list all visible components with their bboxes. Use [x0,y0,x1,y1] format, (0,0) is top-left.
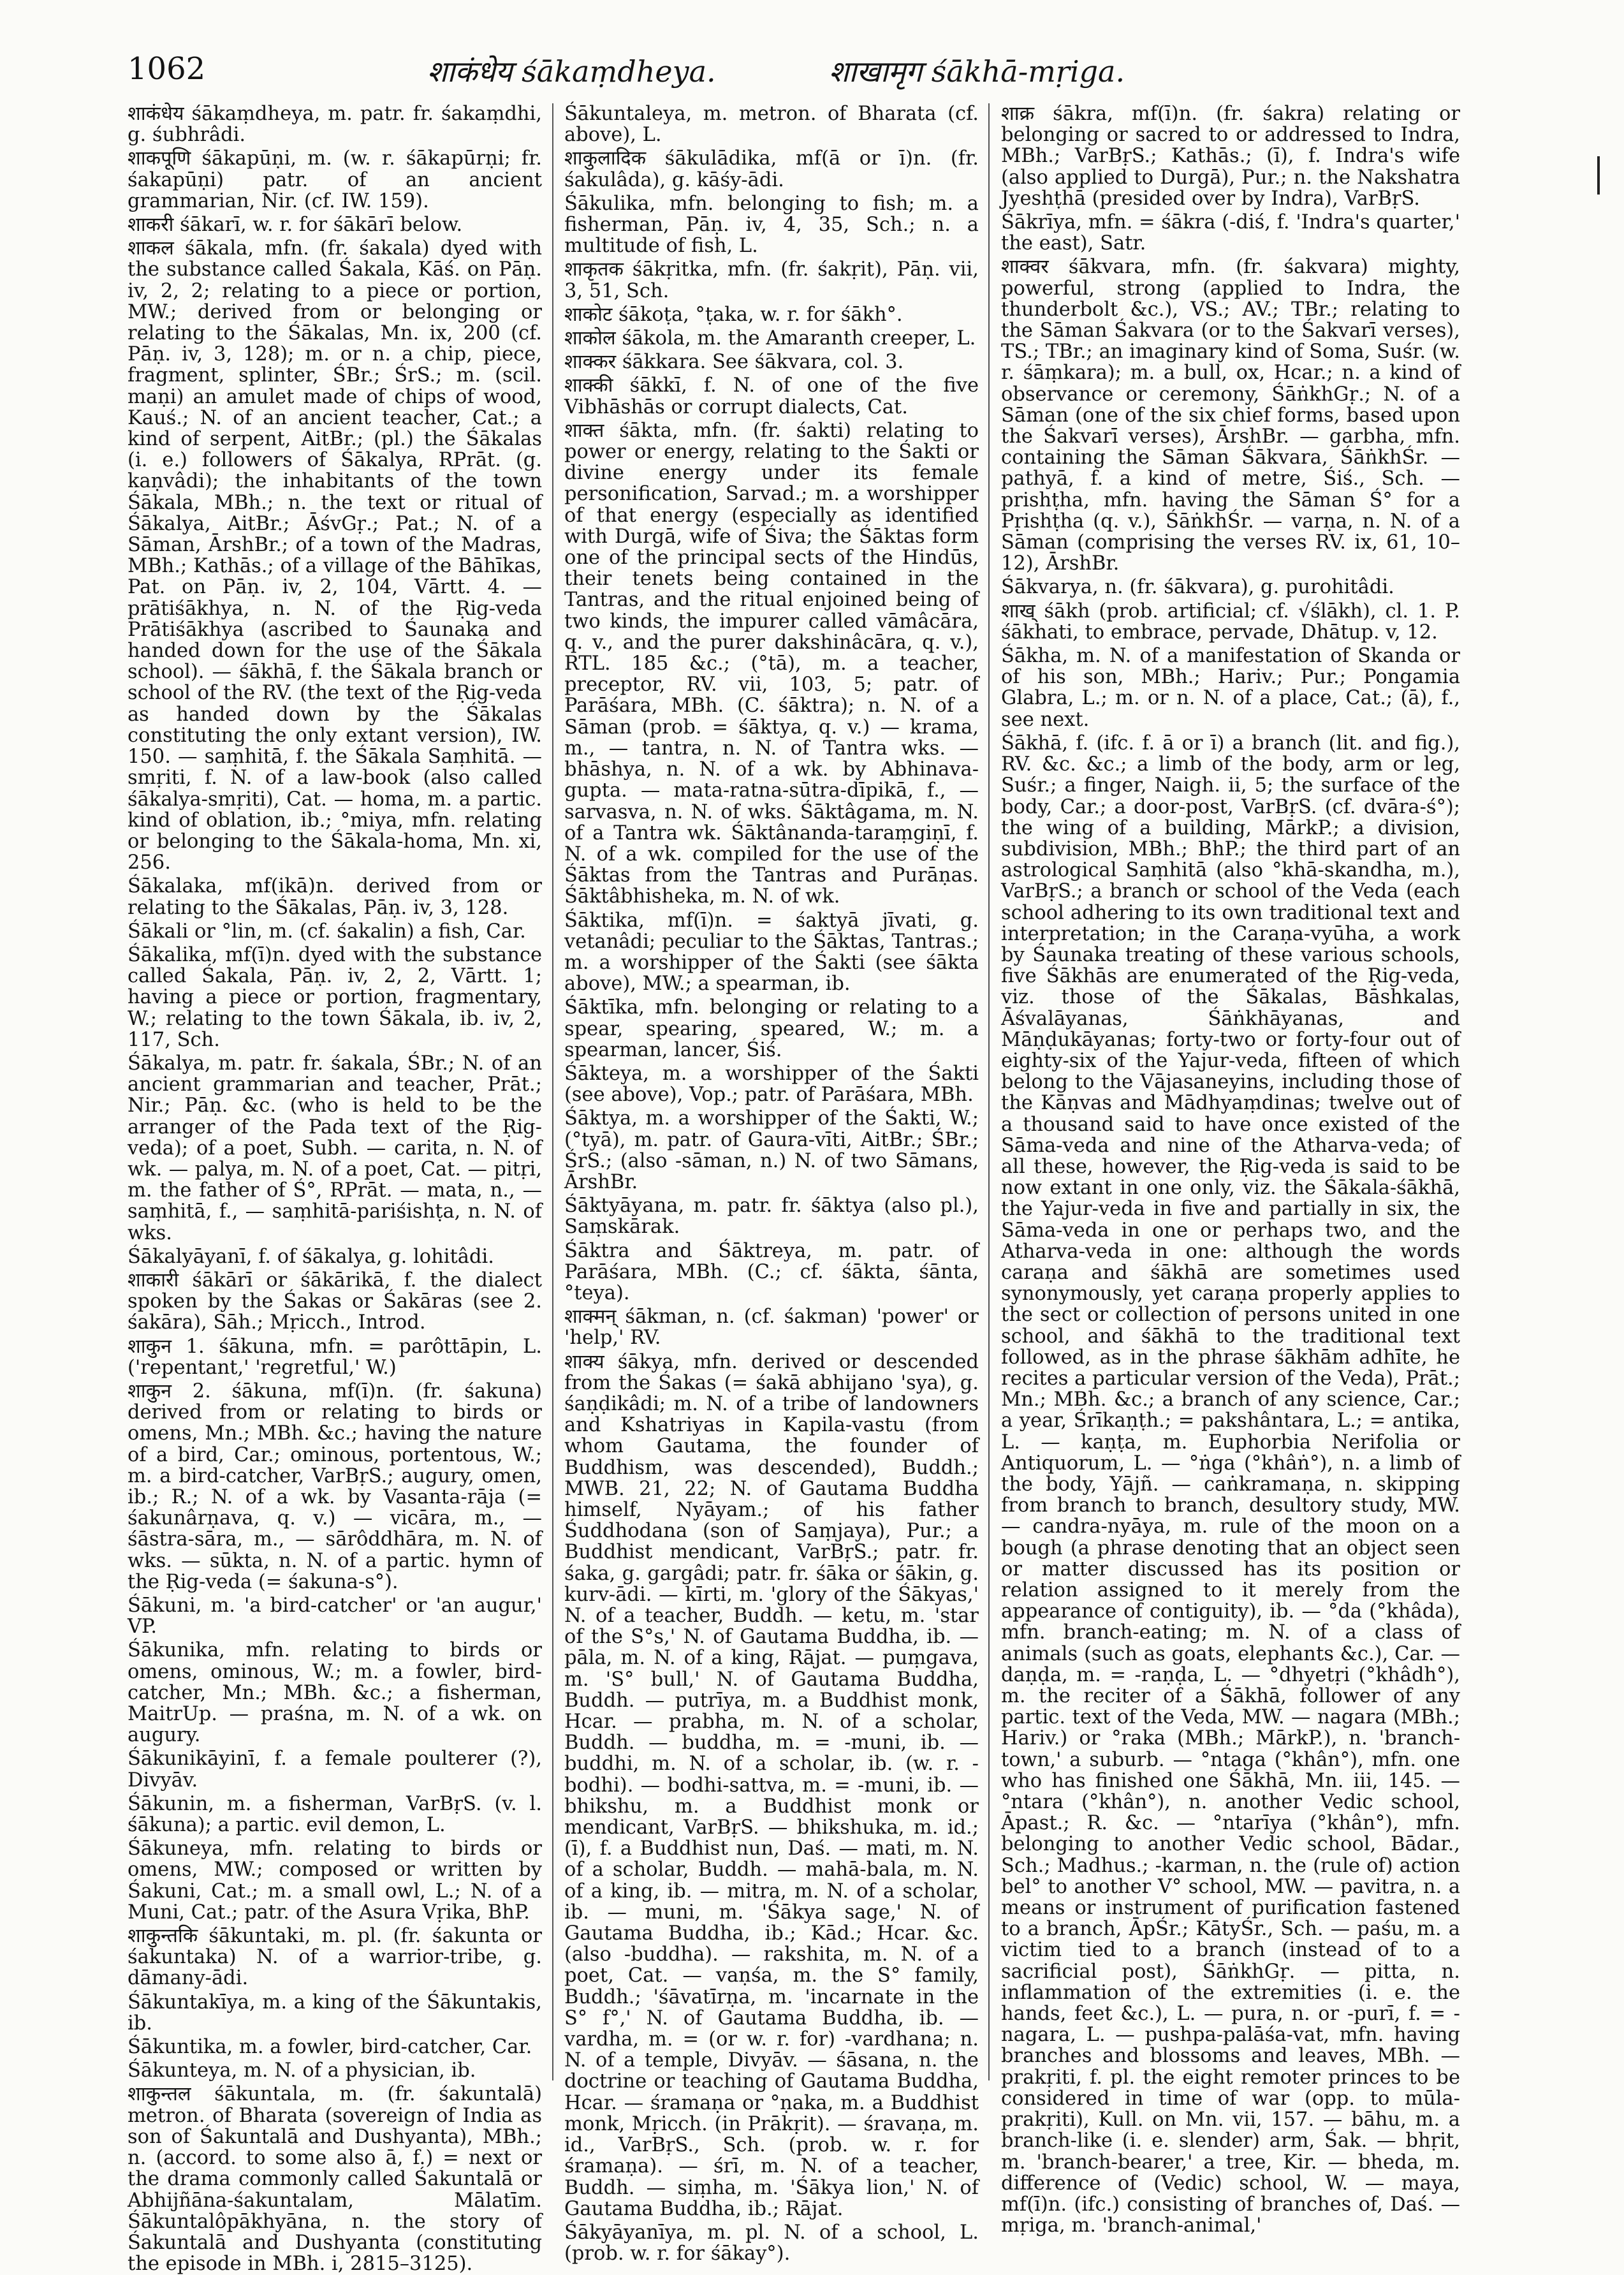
dictionary-entry: Śākalaka, mf(ikā)n. derived from or relating to the Śākalas, Pāṇ. iv, 3, 128. [128,875,542,919]
dictionary-entry: Śākhā, f. (ifc. f. ā or ī) a branch (lit. and fig.), RV. &c. &c.; a limb of the body, arm or leg, Suśr.; a finger, Naigh. ii, 5; the surface of the body, Car.; a door-post, VarBṛS. (cf. dvāra-ś°); the wing of a building, MārkP.; a division, subdivision, MBh.; BhP.; the third part of an astrological Saṃhitā (also °khā-skandha, m.), VarBṛS.; a branch or school of the Veda (each school adhering to its own traditional text and interpretation; in the Caraṇa-vyūha, a work by Śaunaka treating of these various schools, five Śākhās are enumerated of the Ṛig-veda, viz. those of the Śākalas, Bāshkalas, Āśvalāyanas, Śāṅkhāyanas, and Māṇḍukāyanas; forty-two or forty-four out of eighty-six of the Yajur-veda, fifteen of which belong to the Vājasaneyins, including those of the Kāṇvas and Mādhyaṃdinas; twelve out of a thousand said to have once existed of the Sāma-veda and nine of the Atharva-veda; of all these, however, the Ṛig-veda is said to be now extant in one only, viz. the Śākala-śākhā, the Yajur-veda in five and partially in six, the Sāma-veda in one or perhaps two, and the Atharva-veda in one: although the words caraṇa and śākhā are sometimes used synonymously, yet caraṇa properly applies to the sect or collection of persons united in one school, and śākhā to the traditional text followed, as in the phrase śākhām adhīte, he recites a particular version of the Veda), Prāt.; Mn.; MBh. &c.; a branch of any science, Car.; a year, Śrīkaṇṭh.; = pakshântara, L.; = antika, L. — kaṇṭa, m. Euphorbia Nerifolia or Antiquorum, L. — °ṅga (°khâṅ°), n. a limb of the body, Yājñ. — caṅkramaṇa, n. skipping from branch to branch, desultory study, MW. — candra-nyāya, m. rule of the moon on a bough (a phrase denoting that an object seen or matter discussed has its position or relation assigned to it merely from the appearance of contiguity), ib. — °da (°khâda), mfn. branch-eating; m. N. of a class of animals (such as goats, elephants &c.), Car. — daṇḍa, m. = -raṇḍa, L. — °dhyetṛi (°khâdh°), m. the reciter of a Śākhā, follower of any partic. text of the Veda, MW. — nagara (MBh.; Hariv.) or °raka (MBh.; MārkP.), n. 'branch-town,' a suburb. — °ntaga (°khân°), mfn. one who has finished one Śākhā, Mn. iii, 145. — °ntara (°khân°), n. another Vedic school, Āpast.; R. &c. — °ntarīya (°khân°), mfn. belonging to another Vedic school, Bādar., Sch.; Madhus.; -karman, n. the (rule of) action bel° to another V° school, MW. — pavitra, n. a means or instrument of purification fastened to a branch, ĀpŚr.; KātyŚr., Sch. — paśu, m. a victim tied to a branch (instead of to a sacrificial post), ŚāṅkhGṛ. — pitta, n. inflammation of the extremities (i. e. the hands, feet &c.), L. — pura, n. or -purī, f. = -nagara, L. — pushpa-palāśa-vat, mfn. having branches and blossoms and leaves, MBh. — prakṛiti, f. pl. the eight remoter princes to be considered in time of war (opp. to mūla-prakṛiti), Kull. on Mn. vii, 157. — bāhu, m. a branch-like (i. e. slender) arm, Śak. — bhṛit, m. 'branch-bearer,' a tree, Kir. — bheda, m. difference of (Vedic) school, W. — maya, mf(ī)n. (ifc.) consisting of branches of, Daś. — mṛiga, m. 'branch-animal,' [1001,732,1460,2237]
page-header [128,51,1581,102]
running-head-left: शाकंधेय śākaṃdheya. [427,54,716,89]
dictionary-entry: शाक्वर śākvara, mfn. (fr. śakvara) mighty, powerful, strong (applied to Indra, the thunderbolt &c.), VS.; AV.; TBr.; relating to the Sāman Śakvara (or to the Śakvarī verses), TS.; TBr.; an imaginary kind of Soma, Suśr. (w. r. śāṃkara); m. a bull, ox, Hcar.; n. a kind of observance or ceremony, ŚāṅkhGṛ.; N. of a Sāman (one of the six chief forms, based upon the Śakvarī verses), ĀrshBr. — garbha, mfn. containing the Sāman Śākvara, ŚāṅkhŚr. — pathyā, f. a kind of metre, Śiś., Sch. — prishṭha, mfn. having the Sāman Ś° for a Pṛishṭha (q. v.), ŚāṅkhŚr. — varṇa, n. N. of a Sāman (comprising the verses RV. ix, 61, 10–12), ĀrshBr. [1001,256,1460,575]
dictionary-entry: शाक्य śākya, mfn. derived or descended from the Śakas (= śakā abhijano 'sya), g. śaṇḍikâdi; m. N. of a tribe of landowners and Kshatriyas in Kapila-vastu (from whom Gautama, the founder of Buddhism, was descended), Buddh.; MWB. 21, 22; N. of Gautama Buddha himself, Nyāyam.; of his father Śuddhodana (son of Saṃjaya), Pur.; a Buddhist mendicant, VarBṛS.; patr. fr. śaka, g. gargâdi; patr. fr. śāka or śākin, g. kurv-ādi. — kīrti, m. 'glory of the Śākyas,' N. of a teacher, Buddh. — ketu, m. 'star of the S°s,' N. of Gautama Buddha, ib. — pāla, m. N. of a king, Rājat. — puṃgava, m. 'S° bull,' N. of Gautama Buddha, Buddh. — putrīya, m. a Buddhist monk, Hcar. — prabha, m. N. of a scholar, Buddh. — buddha, m. = -muni, ib. — buddhi, m. N. of a scholar, ib. (w. r. -bodhi). — bodhi-sattva, m. = -muni, ib. — bhikshu, m. a Buddhist monk or mendicant, VarBṛS. — bhikshuka, m. id.; (ī), f. a Buddhist nun, Daś. — mati, m. N. of a scholar, Buddh. — mahā-bala, m. N. of a king, ib. — mitra, m. N. of a scholar, ib. — muni, m. 'Śākya sage,' N. of Gautama Buddha, ib.; Kād.; Hcar. &c. (also -buddha). — rakshita, m. N. of a poet, Cat. — vaṇśa, m. the S° family, Buddh.; 'śāvatīrṇa, m. 'incarnate in the S° f°,' N. of Gautama Buddha, ib. — vardha, m. = (or w. r. for) -vardhana; n. N. of a temple, Divyāv. — śāsana, n. the doctrine or teaching of Gautama Buddha, Hcar. — śramaṇa or °ṇaka, m. a Buddhist monk, Mṛicch. (in Prākṛit). — śravaṇa, m. id., VarBṛS., Sch. (prob. w. r. for śramaṇa). — śrī, m. N. of a teacher, Buddh. — siṃha, m. 'Śākya lion,' N. of Gautama Buddha, ib.; Rājat. [564,1350,979,2220]
dictionary-entry: शाक्र śākra, mf(ī)n. (fr. śakra) relating or belonging or sacred to or addressed to Indra, MBh.; VarBṛS.; Kathās.; (ī), f. Indra's wife (also applied to Durgā), Pur.; n. the Nakshatra Jyeshṭhā (presided over by Indra), VarBṛS. [1001,103,1460,210]
column-3 [1001,103,1460,2237]
dictionary-entry: शाकल śākala, mfn. (fr. śakala) dyed with the substance called Śakala, Kāś. on Pāṇ. iv, 2, 2; relating to a piece or portion, MW.; derived from or belonging or relating to the Śākalas, Mn. ix, 200 (cf. Pāṇ. iv, 3, 128); m. or n. a chip, piece, fragment, splinter, ŚBr.; ŚrS.; m. (scil. maṇi) an amulet made of chips of wood, Kauś.; N. of an ancient teacher, Cat.; a kind of serpent, AitBr.; (pl.) the Śākalas (i. e.) followers of Śākalya, RPrāt. (g. kaṇvâdi); the inhabitants of the town Śākala, MBh.; n. the text or ritual of Śākalya, AitBr.; ĀśvGṛ.; Pat.; N. of a Sāman, ĀrshBr.; of a town of the Madras, MBh.; Kathās.; of a village of the Bāhīkas, Pat. on Pāṇ. iv, 2, 104, Vārtt. 4. — prātiśākhya, n. N. of the Ṛig-veda Prātiśākhya (ascribed to Śaunaka and handed down for the use of the Śākala school). — śākhā, f. the Śākala branch or school of the RV. (the text of the Ṛig-veda as handed down by the Śākalas constituting the only extant version), IW. 150. — saṃhitā, f. the Śākala Saṃhitā. — smṛiti, f. N. of a law-book (also called śākalya-smṛiti), Cat. — homa, m. a partic. kind of oblation, ib.; °miya, mfn. relating or belonging to the Śākala-homa, Mn. xi, 256. [128,237,542,874]
dictionary-entry: शाकृतक śākṛitka, mfn. (fr. śakṛit), Pāṇ. vii, 3, 51, Sch. [564,258,979,302]
dictionary-entry: Śākteya, m. a worshipper of the Śakti (see above), Vop.; patr. of Parāśara, MBh. [564,1062,979,1107]
dictionary-entry: शाकुन्तल śākuntala, m. (fr. śakuntalā) metron. of Bharata (sovereign of India as son of Śakuntalā and Dushyanta), MBh.; n. (accord. to some also ā, f.) = next or the drama commonly called Śakuntalā or Abhijñāna-śakuntalam, Mālatīm. Śākuntalôpākhyāna, n. the story of Śakuntalā and Dushyanta (constituting the episode in MBh. i, 2815–3125). [128,2083,542,2275]
dictionary-entry: Śākalyāyanī, f. of śākalya, g. lohitâdi. [128,1245,494,1268]
dictionary-entry: Śākuntaleya, m. metron. of Bharata (cf. above), L. [564,103,979,147]
dictionary-entry: शाकारी śākārī or śākārikā, f. the dialect spoken by the Śakas or Śakāras (see 2. śakāra), Sāh.; Mṛicch., Introd. [128,1269,542,1334]
column-divider-1 [552,103,553,2080]
dictionary-entry: Śākalika, mf(ī)n. dyed with the substance called Śakala, Pāṇ. iv, 2, 2, Vārtt. 1; having a piece or portion, fragmentary, W.; relating to the town Śākala, ib. iv, 2, 117, Sch. [128,943,542,1051]
dictionary-entry: शाकुन्तकि śākuntaki, m. pl. (fr. śakunta or śakuntaka) N. of a warrior-tribe, g. dāmany-ādi. [128,1925,542,1990]
dictionary-entry: Śāktyāyana, m. patr. fr. śāktya (also pl.), Saṃskārak. [564,1195,979,1239]
dictionary-entry: Śāktya, m. a worshipper of the Śakti, W.; (°tyā), m. patr. of Gaura-vīti, AitBr.; ŚBr.; ŚrS.; (also -sāman, n.) N. of two Sāmans, ĀrshBr. [564,1107,979,1193]
dictionary-entry: Śākunteya, m. N. of a physician, ib. [128,2059,476,2082]
dictionary-entry: शाकोट śākoṭa, °ṭaka, w. r. for śākh°. [564,303,903,326]
dictionary-entry: Śākrīya, mfn. = śākra (-diś, f. 'Indra's quarter,' the east), Satr. [1001,211,1460,255]
dictionary-entry: Śāktra and Śāktreya, m. patr. of Parāśara, MBh. (C.; cf. śākta, śānta, °teya). [564,1239,979,1304]
dictionary-entry: Śāktika, mf(ī)n. = śaktyā jīvati, g. vetanâdi; peculiar to the Śāktas, Tantras.; m. a worshipper of the Śakti (see śākta above), MW.; a spearman, ib. [564,909,979,996]
dictionary-entry: शाक्कर śākkara. See śākvara, col. 3. [564,351,904,374]
dictionary-entry: शाकुन 1. śākuna, mfn. = parôttāpin, L. ('repentant,' 'regretful,' W.) [128,1335,542,1379]
dictionary-entry: Śākuntika, m. a fowler, bird-catcher, Car. [128,2036,532,2059]
dictionary-entry: Śākunika, mfn. relating to birds or omens, ominous, W.; m. a fowler, bird-catcher, Mn.; MBh. &c.; a fisherman, MaitrUp. — praśna, m. N. of a wk. on augury. [128,1639,542,1747]
dictionary-entry: शाकपूणि śākapūṇi, m. (w. r. śākapūrṇi; fr. śakapūṇi) patr. of an ancient grammarian, Nir. (cf. IW. 159). [128,147,542,212]
dictionary-entry: Śākalya, m. patr. fr. śakala, ŚBr.; N. of an ancient grammarian and teacher, Prāt.; Nir.; Pāṇ. &c. (who is held to be the arranger of the Pada text of the Ṛig-veda); of a poet, Subh. — carita, n. N. of wk. — palya, m. N. of a poet, Cat. — pitṛi, m. the father of Ś°, RPrāt. — mata, n., — saṃhitā, f., — saṃhitā-pariśishṭa, n. N. of wks. [128,1052,542,1244]
dictionary-entry: Śākuni, m. 'a bird-catcher' or 'an augur,' VP. [128,1594,542,1638]
margin-mark [1597,156,1600,195]
dictionary-entry: शाकरी śākarī, w. r. for śākārī below. [128,214,463,237]
page-number: 1062 [128,51,206,87]
dictionary-entry: Śākuntakīya, m. a king of the Śākuntakis, ib. [128,1991,542,2035]
column-divider-2 [988,103,990,2080]
dictionary-entry: शाख् śākh (prob. artificial; cf. √ślākh), cl. 1. P. śākhati, to embrace, pervade, Dhātup. v, 12. [1001,600,1460,644]
dictionary-entry: Śāktīka, mfn. belonging or relating to a spear, spearing, speared, W.; m. a spearman, lancer, Śiś. [564,996,979,1061]
running-head-right: शाखामृग śākhā-mṛiga. [829,54,1125,89]
dictionary-entry: शाक्की śākkī, f. N. of one of the five Vibhāshās or corrupt dialects, Cat. [564,374,979,418]
column-2 [564,103,979,2265]
column-1 [128,103,542,2275]
dictionary-entry: Śākvarya, n. (fr. śākvara), g. purohitâdi. [1001,576,1394,599]
dictionary-entry: शाक्मन् śākman, n. (cf. śakman) 'power' or 'help,' RV. [564,1306,979,1350]
dictionary-entry: Śākha, m. N. of a manifestation of Skanda or of his son, MBh.; Hariv.; Pur.; Pongamia Glabra, L.; m. or n. N. of a place, Cat.; (ā), f., see next. [1001,645,1460,731]
dictionary-entry: शाकुलादिक śākulādika, mf(ā or ī)n. (fr. śakulâda), g. kāśy-ādi. [564,147,979,191]
dictionary-entry: शाकुन 2. śākuna, mf(ī)n. (fr. śakuna) derived from or relating to birds or omens, Mn.; MBh. &c.; having the nature of a bird, Car.; ominous, portentous, W.; m. a bird-catcher, VarBṛS.; augury, omen, ib.; R.; N. of a wk. by Vasanta-rāja (= śakunârṇava, q. v.) — vicāra, m., — śāstra-sāra, m., — sārôddhāra, m. N. of wks. — sūkta, n. N. of a partic. hymn of the Ṛig-veda (= śakuna-s°). [128,1380,542,1593]
dictionary-entry: Śākulika, mfn. belonging to fish; m. a fisherman, Pāṇ. iv, 4, 35, Sch.; n. a multitude of fish, L. [564,192,979,258]
dictionary-entry: शाक्त śākta, mfn. (fr. śakti) relating to power or energy, relating to the Śakti or divine energy under its female personification, Sarvad.; m. a worshipper of that energy (especially as identified with Durgā, wife of Śiva; the Śāktas form one of the principal sects of the Hindūs, their tenets being contained in the Tantras, and the ritual enjoined being of two kinds, the impurer called vāmâcāra, q. v., and the purer dakshinâcāra, q. v.), RTL. 185 &c.; (°tā), m. a teacher, preceptor, RV. vii, 103, 5; patr. of Parāśara, MBh. (C. śāktra); n. N. of a Sāman (prob. = śāktya, q. v.) — krama, m., — tantra, n. N. of Tantra wks. — bhāshya, n. N. of a wk. by Abhinava-gupta. — mata-ratna-sūtra-dīpikā, f., — sarvasva, n. N. of wks. Śāktâgama, m. N. of a Tantra wk. Śāktânanda-taraṃgiṇī, f. N. of a wk. compiled for the use of the Śāktas from the Tantras and Purāṇas. Śāktâbhisheka, m. N. of wk. [564,419,979,908]
dictionary-entry: Śākali or °lin, m. (cf. śakalin) a fish, Car. [128,920,526,943]
dictionary-entry: Śākunikāyinī, f. a female poulterer (?), Divyāv. [128,1748,542,1792]
dictionary-entry: Śākunin, m. a fisherman, VarBṛS. (v. l. śākuna); a partic. evil demon, L. [128,1792,542,1837]
dictionary-entry: शाकोल śākola, m. the Amaranth creeper, L. [564,327,976,350]
dictionary-entry: Śākuneya, mfn. relating to birds or omens, MW.; composed or written by Śakuni, Cat.; m. a small owl, L.; N. of a Muni, Cat.; patr. of the Asura Vṛika, BhP. [128,1837,542,1924]
dictionary-entry: शाकंधेय śākaṃdheya, m. patr. fr. śakaṃdhi, g. śubhrâdi. [128,103,542,147]
dictionary-entry: Śākyāyanīya, m. pl. N. of a school, L. (prob. w. r. for śākay°). [564,2221,979,2265]
